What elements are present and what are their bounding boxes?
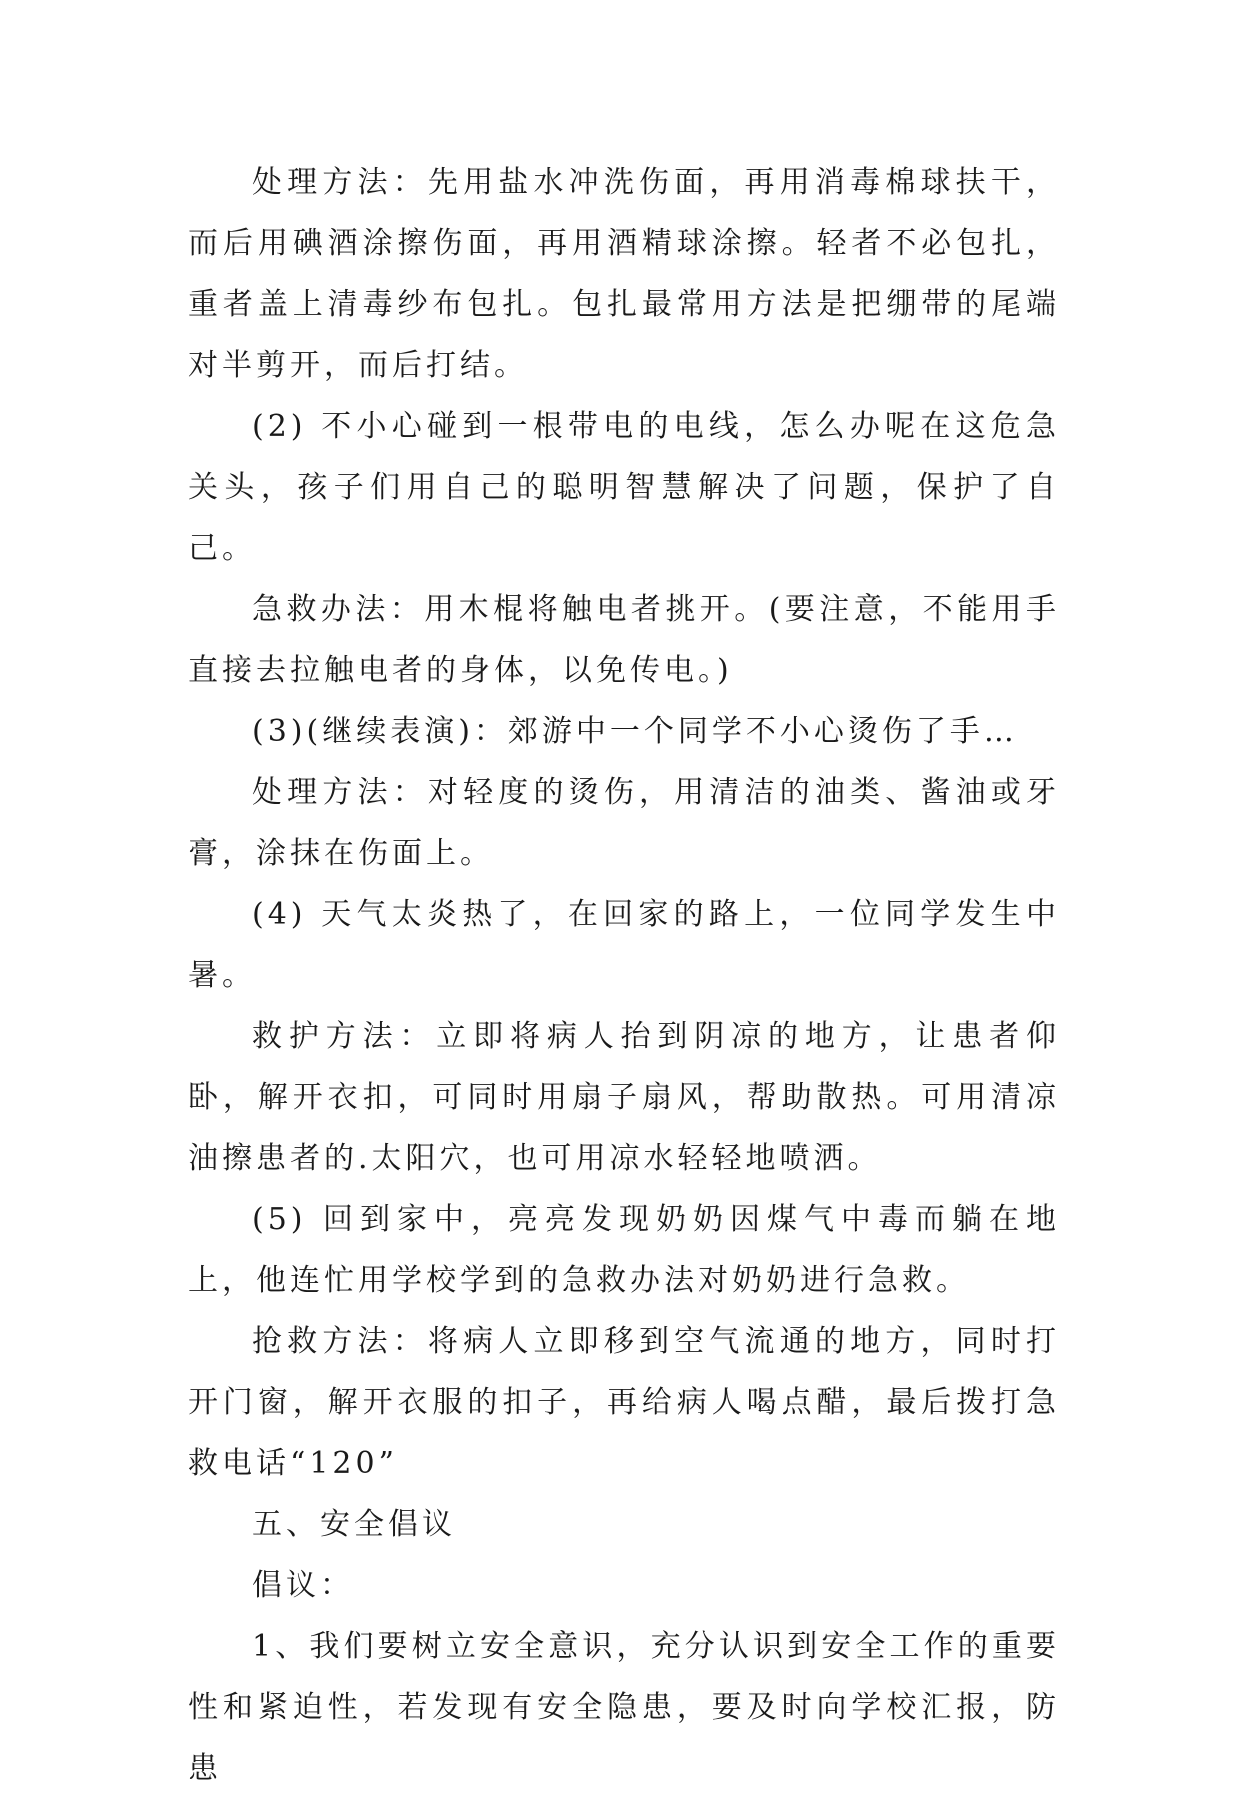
- paragraph-gas-poisoning-scenario: (5) 回到家中，亮亮发现奶奶因煤气中毒而躺在地上，他连忙用学校学到的急救办法对奶奶进行急救。: [188, 1202, 1060, 1298]
- paragraph-proposal-label: 倡议：: [252, 1568, 354, 1603]
- paragraph-burn-treatment: 处理方法：对轻度的烫伤，用清洁的油类、酱油或牙膏，涂抹在伤面上。: [188, 775, 1060, 871]
- paragraph-wound-treatment: 处理方法：先用盐水冲洗伤面，再用消毒棉球扶干，而后用碘酒涂擦伤面，再用酒精球涂擦。轻者不必包扎，重者盖上清毒纱布包扎。包扎最常用方法是把绷带的尾端对半剪开，而后打结。: [188, 165, 1060, 383]
- paragraph-electric-rescue: 急救办法：用木棍将触电者挑开。(要注意，不能用手直接去拉触电者的身体，以免传电。): [188, 592, 1060, 688]
- paragraph-burn-scenario: (3)(继续表演)：郊游中一个同学不小心烫伤了手…: [252, 714, 1018, 749]
- document-body: [188, 152, 1060, 1799]
- paragraph-proposal-item-1: 1、我们要树立安全意识，充分认识到安全工作的重要性和紧迫性，若发现有安全隐患，要及时向学校汇报，防患: [188, 1629, 1060, 1786]
- section-heading-safety-proposal: 五、安全倡议: [252, 1507, 456, 1542]
- paragraph-gas-poisoning-rescue: 抢救方法：将病人立即移到空气流通的地方，同时打开门窗，解开衣服的扣子，再给病人喝点醋，最后拨打急救电话“120”: [188, 1324, 1060, 1481]
- paragraph-heatstroke-scenario: (4) 天气太炎热了，在回家的路上，一位同学发生中暑。: [188, 897, 1060, 993]
- paragraph-electric-wire: (2) 不小心碰到一根带电的电线，怎么办呢在这危急关头，孩子们用自己的聪明智慧解决了问题，保护了自己。: [188, 409, 1060, 566]
- paragraph-heatstroke-rescue: 救护方法：立即将病人抬到阴凉的地方，让患者仰卧，解开衣扣，可同时用扇子扇风，帮助散热。可用清凉油擦患者的.太阳穴，也可用凉水轻轻地喷洒。: [188, 1019, 1060, 1176]
